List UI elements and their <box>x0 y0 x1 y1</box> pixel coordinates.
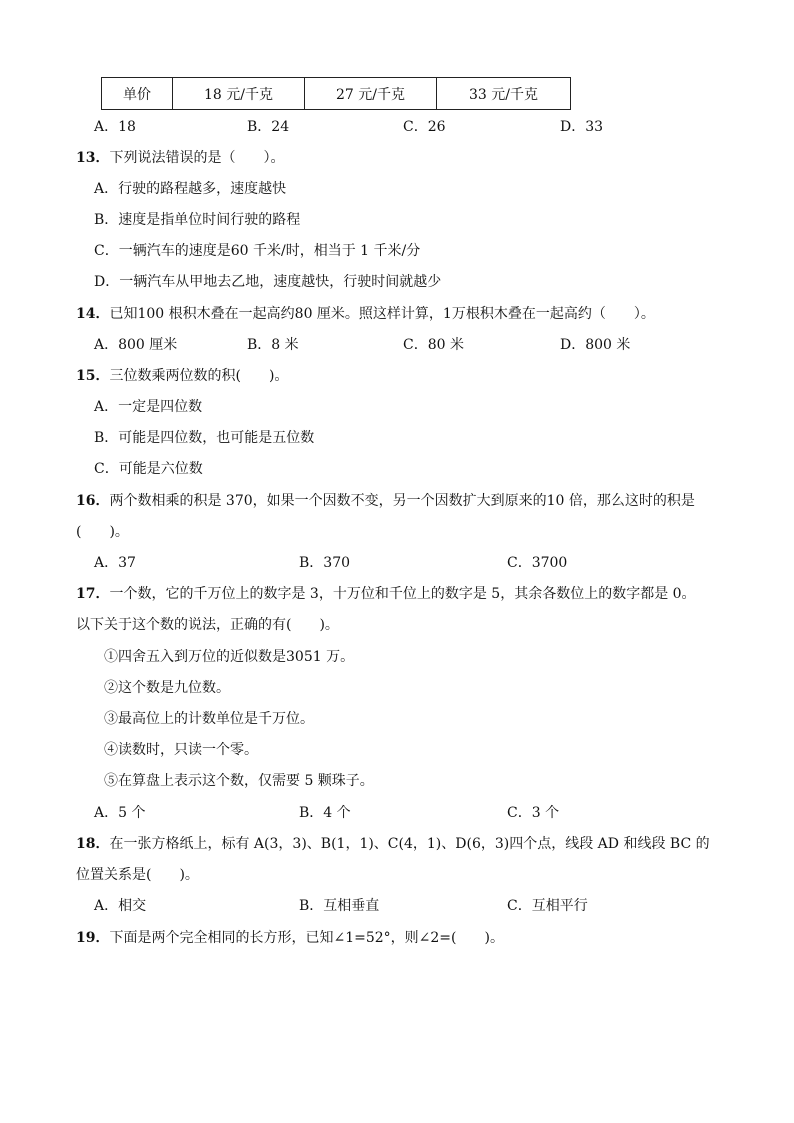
q13-option-c: C．一辆汽车的速度是60 千米/时，相当于 1 千米/分 <box>94 243 421 259</box>
q12-option-d: D．33 <box>560 119 604 135</box>
question-number: 17． <box>76 586 110 602</box>
question-17-continued: 以下关于这个数的说法，正确的有( )。 <box>76 617 339 633</box>
question-number: 13． <box>76 150 110 166</box>
question-16 <box>76 491 695 511</box>
question-text: 下面是两个完全相同的长方形，已知∠1=52°，则∠2=( )。 <box>109 930 504 946</box>
q13-option-b: B．速度是指单位时间行驶的路程 <box>94 212 301 228</box>
q17-statement-4: ④读数时，只读一个零。 <box>104 742 258 758</box>
question-number: 19． <box>76 930 110 946</box>
question-text: 一个数，它的千万位上的数字是 3，十万位和千位上的数字是 5，其余各数位上的数字都是 0。 <box>109 586 696 602</box>
question-text: 三位数乘两位数的积( )。 <box>109 368 289 384</box>
q14-option-b: B．8 米 <box>247 337 299 353</box>
q14-option-d: D．800 米 <box>560 337 631 353</box>
q16-option-a: A．37 <box>94 555 136 571</box>
q17-option-a: A．5 个 <box>94 805 146 821</box>
table-row <box>102 78 571 110</box>
q13-option-d: D．一辆汽车从甲地去乙地，速度越快，行驶时间就越少 <box>94 274 442 290</box>
q18-option-a: A．相交 <box>94 898 147 914</box>
question-18-continued: 位置关系是( )。 <box>76 867 199 883</box>
q17-option-b: B．4 个 <box>299 805 351 821</box>
question-text: 两个数相乘的积是 370，如果一个因数不变，另一个因数扩大到原来的10 倍，那么这时的积是 <box>109 493 695 509</box>
q16-option-c: C．3700 <box>507 555 568 571</box>
question-text: 下列说法错误的是（ ）。 <box>109 150 285 166</box>
question-13 <box>76 148 284 168</box>
q17-option-c: C．3 个 <box>507 805 560 821</box>
table-cell: 27 元/千克 <box>305 78 437 110</box>
q17-statement-5: ⑤在算盘上表示这个数，仅需要 5 颗珠子。 <box>104 773 374 789</box>
question-text: 在一张方格纸上，标有 A(3，3)、B(1，1)、C(4，1)、D(6，3)四个点，线段 AD 和线段 BC 的 <box>109 836 710 852</box>
q13-option-a: A．行驶的路程越多，速度越快 <box>94 181 287 197</box>
question-18 <box>76 834 710 854</box>
table-header-cell: 单价 <box>102 78 173 110</box>
q17-statement-2: ②这个数是九位数。 <box>104 680 230 696</box>
q18-option-c: C．互相平行 <box>507 898 588 914</box>
question-16-continued: ( )。 <box>76 524 129 540</box>
q16-option-b: B．370 <box>299 555 351 571</box>
q12-option-a: A．18 <box>94 119 136 135</box>
q15-option-c: C．可能是六位数 <box>94 461 203 477</box>
question-number: 18． <box>76 836 110 852</box>
q14-option-a: A．800 厘米 <box>94 337 178 353</box>
question-number: 14． <box>76 306 110 322</box>
q15-option-a: A．一定是四位数 <box>94 399 203 415</box>
question-15 <box>76 366 288 386</box>
question-number: 16． <box>76 493 110 509</box>
table-cell: 18 元/千克 <box>173 78 305 110</box>
q18-option-b: B．互相垂直 <box>299 898 380 914</box>
question-17 <box>76 584 696 604</box>
question-text: 已知100 根积木叠在一起高约80 厘米。照这样计算，1万根积木叠在一起高约（ ）。 <box>109 306 655 322</box>
q17-statement-1: ①四舍五入到万位的近似数是3051 万。 <box>104 649 355 665</box>
q12-option-b: B．24 <box>247 119 290 135</box>
question-14 <box>76 304 655 324</box>
q12-option-c: C．26 <box>403 119 446 135</box>
q15-option-b: B．可能是四位数，也可能是五位数 <box>94 430 315 446</box>
question-number: 15． <box>76 368 110 384</box>
q14-option-c: C．80 米 <box>403 337 464 353</box>
price-table <box>101 77 571 110</box>
q17-statement-3: ③最高位上的计数单位是千万位。 <box>104 711 314 727</box>
table-cell: 33 元/千克 <box>437 78 571 110</box>
question-19 <box>76 928 504 948</box>
